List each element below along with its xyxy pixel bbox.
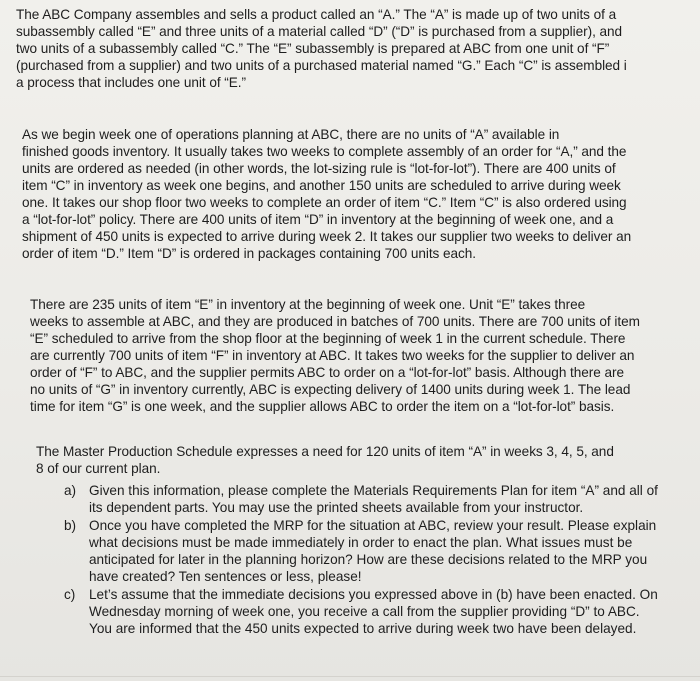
question-list [64, 482, 694, 638]
question-b [64, 517, 694, 585]
question-text: Let’s assume that the immediate decisions you expressed above in (b) have been enacted. On Wednesday morning of week one, you receive a call from the supplier providing “D” to ABC. You are informed that the 450 units expected to arrive during week two have been delayed. [89, 587, 658, 636]
question-letter: c) [64, 587, 76, 602]
question-letter: b) [64, 518, 77, 533]
inventory-paragraph-a-c-d: As we begin week one of operations planning at ABC, there are no units of “A” available in finished goods inventory. It usually takes two weeks to complete assembly of an order for “A,” and the units are ordered as needed (in other words, the lot-sizing rule is “lot-for-lot”). There are 400 units of item “C” in inventory as week one begins, and another 150 units are scheduled to arrive during week one. It takes our shop floor two weeks to complete an order of item “C.” Item “C” is also ordered using a “lot-for-lot” policy. There are 400 units of item “D” in inventory at the beginning of week one, and a shipment of 450 units is expected to arrive during week 2. It takes our supplier two weeks to deliver an order of item “D.” Item “D” is ordered in packages containing 700 units each. [22, 127, 632, 261]
inventory-paragraph-e-f-g: There are 235 units of item “E” in inventory at the beginning of week one. Unit “E” takes three weeks to assemble at ABC, and they are produced in batches of 700 units. There are 700 units of item “E” scheduled to arrive from the shop floor at the beginning of week 1 in the current schedule. There are currently 700 units of item “F” in inventory at ABC. It takes two weeks for the supplier to deliver an order of “F” to ABC, and the supplier permits ABC to order on a “lot-for-lot” basis. Although there are no units of “G” in inventory currently, ABC is expecting delivery of 1400 units during week 1. The lead time for item “G” is one week, and the supplier allows ABC to order the item on a “lot-for-lot” basis. [30, 297, 640, 414]
question-c [64, 586, 694, 637]
question-text: Once you have completed the MRP for the situation at ABC, review your result. Please explain what decisions must be made immediately in order to enact the plan. What issues must be anticipated for later in the planning horizon? How are these decisions related to the MRP you have created? Ten sentences or less, please! [89, 518, 657, 584]
question-text: Given this information, please complete the Materials Requirements Plan for item “A” and all of its dependent parts. You may use the printed sheets available from your instructor. [89, 483, 658, 515]
question-a [64, 482, 694, 516]
question-letter: a) [64, 483, 77, 498]
page-bottom-rule [0, 676, 700, 677]
intro-paragraph: The ABC Company assembles and sells a product called an “A.” The “A” is made up of two units of a subassembly called “E” and three units of a material called “D” (“D” is purchased from a supplier), and two units of a subassembly called “C.” The “E” subassembly is prepared at ABC from one unit of “F” (purchased from a supplier) and two units of a purchased material named “G.” Each “C” is assembled i a process that includes one unit of “E.” [16, 7, 627, 90]
master-schedule-paragraph: The Master Production Schedule expresses a need for 120 units of item “A” in weeks 3, 4, 5, and 8 of our current plan. [36, 444, 614, 476]
